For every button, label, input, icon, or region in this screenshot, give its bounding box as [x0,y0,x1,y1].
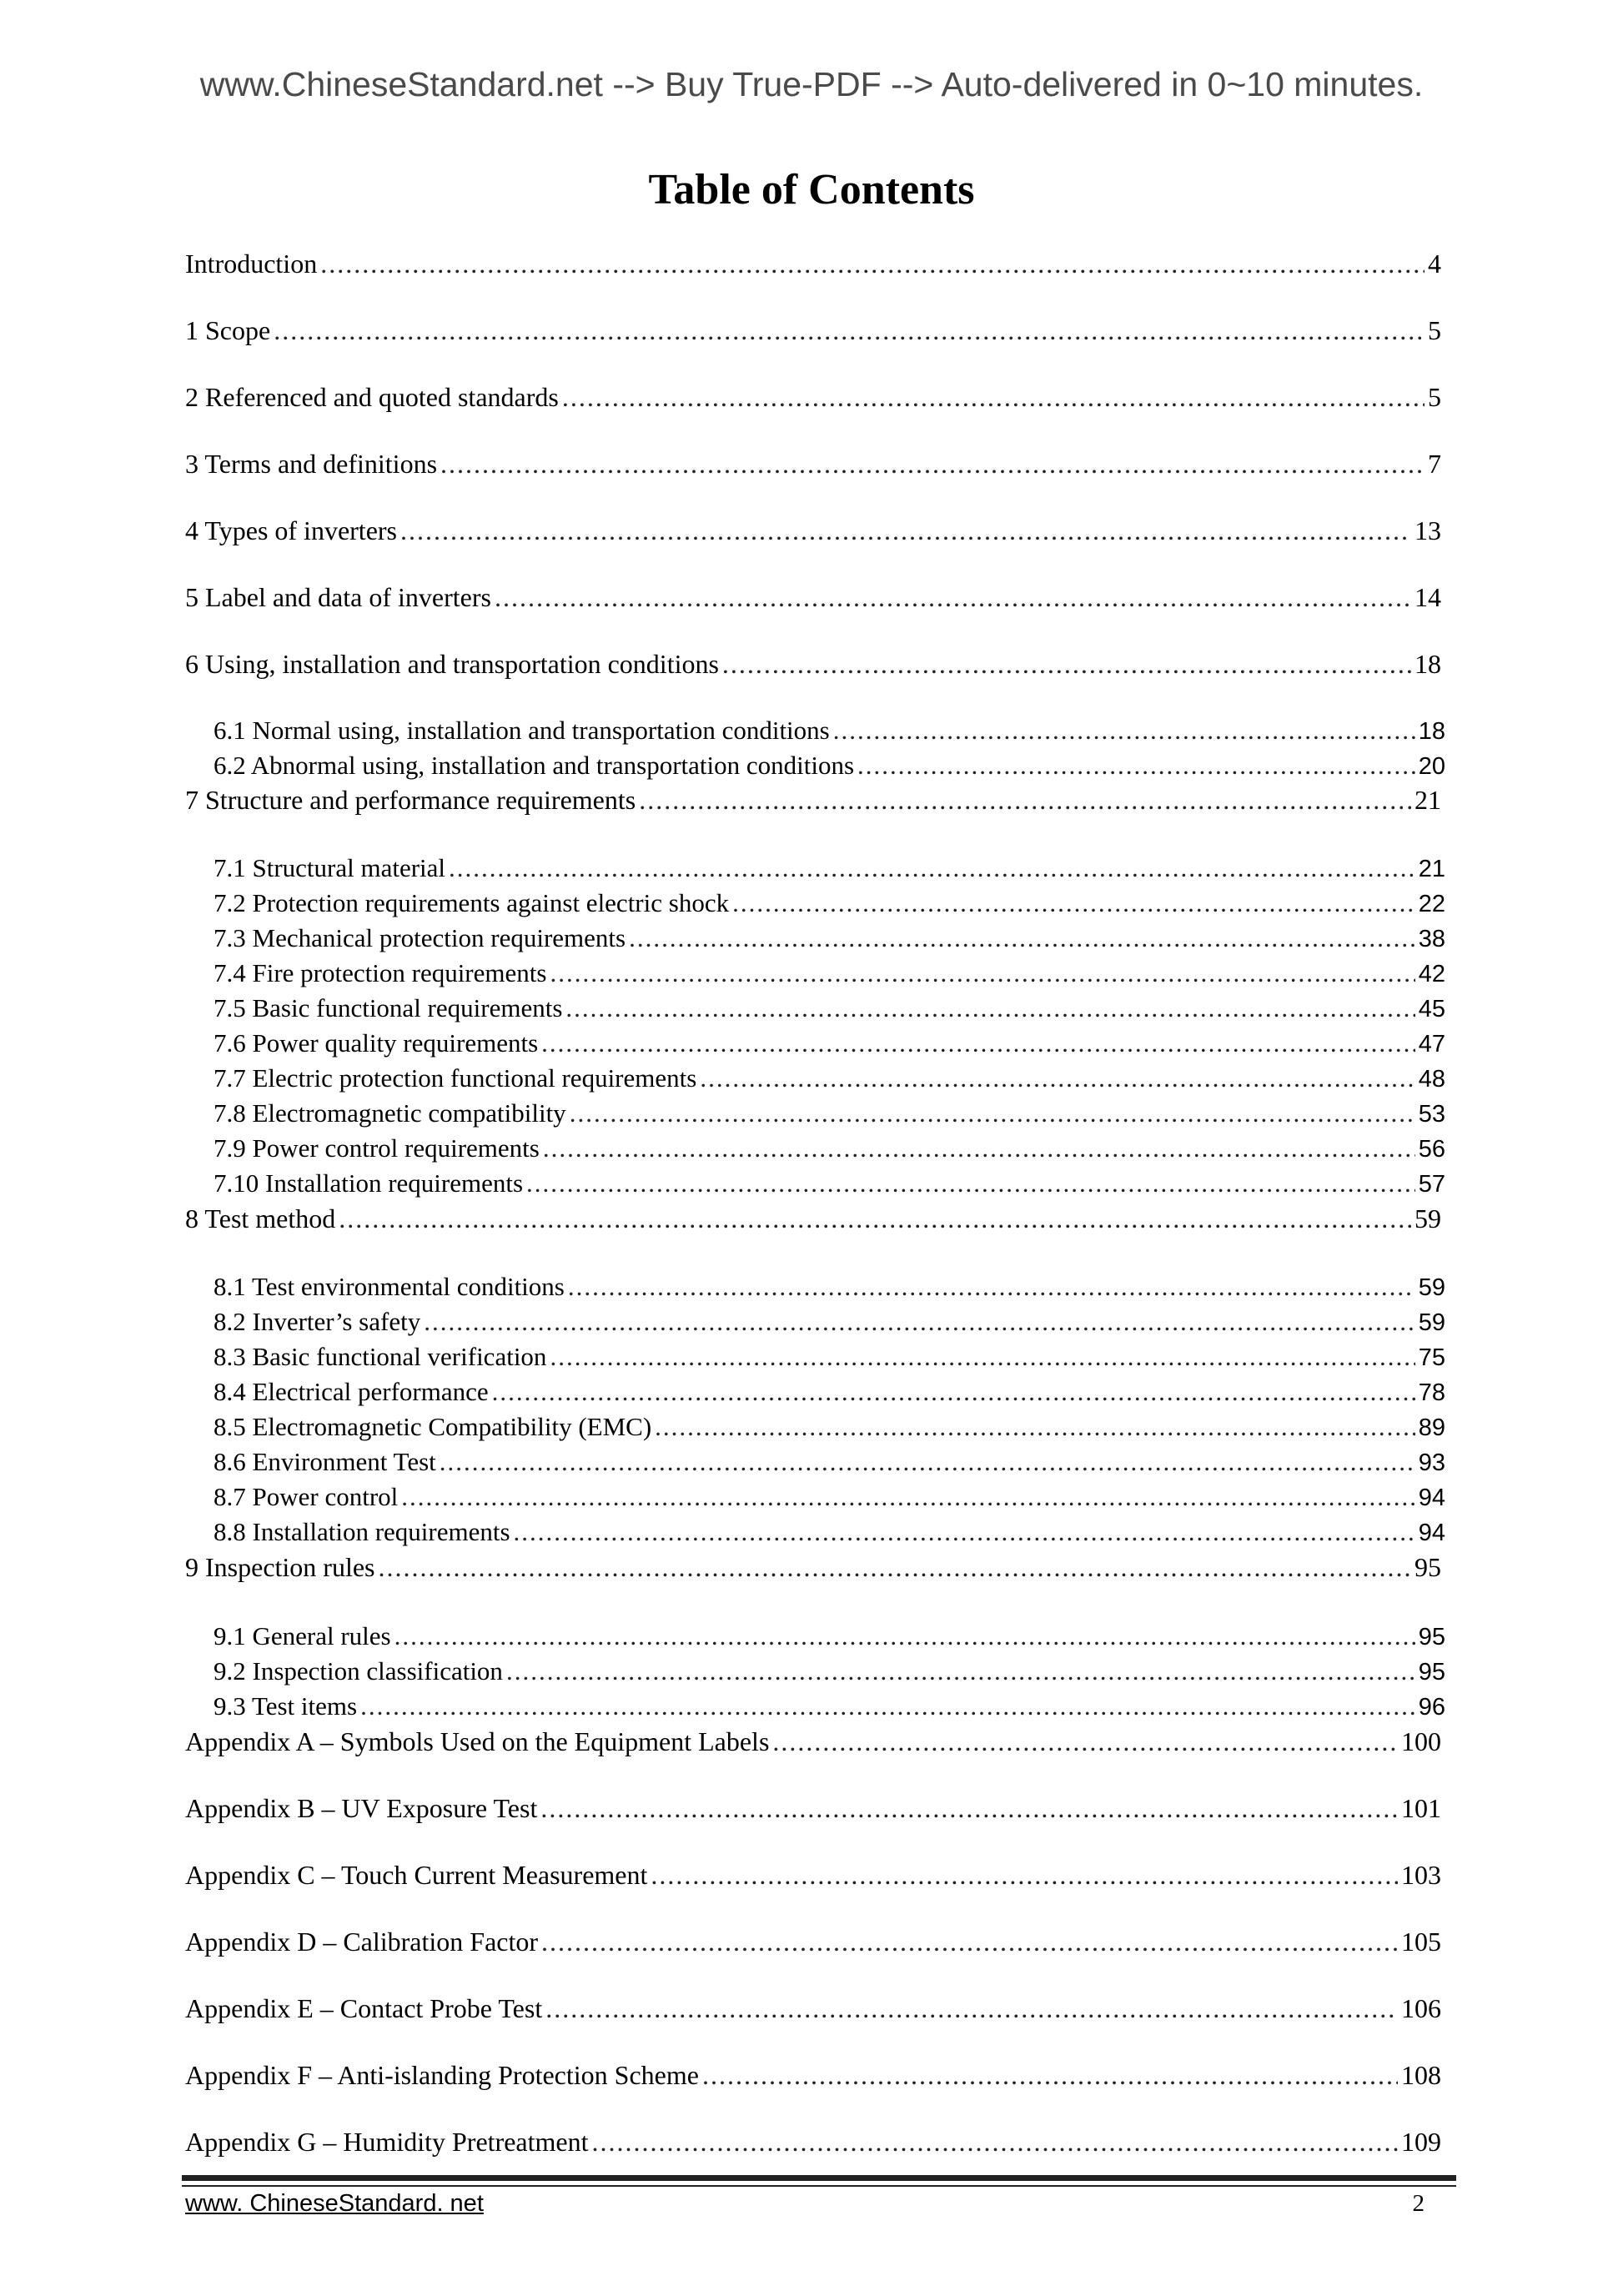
footer-rule-thick [182,2175,1456,2181]
toc-entry-page: 21 [1418,856,1445,882]
toc-entry-label: 6.1 Normal using, installation and transportation conditions [214,716,830,745]
toc-entry[interactable] [214,1379,1445,1405]
toc-entry-page: 5 [1428,315,1441,345]
toc-leader-dots [394,1623,1415,1649]
toc-entry[interactable] [214,1693,1445,1720]
toc-entry-page: 20 [1418,753,1445,780]
toc-entry-page: 42 [1418,961,1445,987]
toc-leader-dots [492,1379,1415,1404]
toc-entry-page: 95 [1414,1552,1441,1582]
toc-entry-page: 108 [1401,2060,1441,2090]
toc-entry-page: 93 [1418,1449,1445,1476]
toc-entry[interactable] [214,1065,1445,1092]
toc-entry[interactable] [214,1484,1445,1510]
toc-entry-page: 78 [1418,1379,1445,1406]
toc-leader-dots [526,1170,1415,1196]
toc-leader-dots [320,250,1425,277]
toc-entry-page: 57 [1418,1171,1445,1198]
toc-leader-dots [401,1484,1414,1510]
toc-leader-dots [400,517,1411,544]
toc-entry-label: 7.8 Electromagnetic compatibility [214,1098,566,1128]
toc-entry-label: Appendix C – Touch Current Measurement [185,1860,648,1890]
toc-entry[interactable] [185,384,1441,410]
toc-entry-label: 7.4 Fire protection requirements [214,958,547,987]
toc-leader-dots [449,855,1415,881]
toc-entry-label: Appendix B – UV Exposure Test [185,1793,538,1823]
toc-entry-label: 8.2 Inverter’s safety [214,1307,421,1336]
toc-entry-label: 2 Referenced and quoted standards [185,382,559,412]
toc-entry-page: 5 [1428,382,1441,412]
toc-entry-page: 56 [1418,1136,1445,1163]
toc-entry-page: 38 [1418,926,1445,952]
toc-entry-page: 48 [1418,1066,1445,1093]
toc-entry-label: 7.1 Structural material [214,853,446,882]
toc-entry-label: 7.2 Protection requirements against electric shock [214,888,730,917]
toc-entry[interactable] [185,1554,1441,1580]
toc-entry-page: 95 [1418,1624,1445,1650]
toc-leader-dots [722,651,1411,677]
toc-entry-page: 106 [1401,1993,1441,2023]
toc-entry[interactable] [214,1449,1445,1475]
toc-entry-label: 3 Terms and definitions [185,449,438,479]
toc-entry-page: 14 [1414,582,1441,612]
toc-entry-page: 103 [1401,1860,1441,1890]
toc-entry[interactable] [214,925,1445,952]
toc-leader-dots [639,786,1411,813]
toc-entry-page: 59 [1418,1309,1445,1336]
toc-entry-label: 7.5 Basic functional requirements [214,993,563,1022]
toc-entry[interactable] [185,786,1441,813]
toc-entry[interactable] [185,250,1441,277]
toc-entry-page: 13 [1414,515,1441,545]
toc-entry-page: 105 [1401,1927,1441,1957]
toc-leader-dots [700,1065,1414,1091]
toc-entry-page: 45 [1418,996,1445,1022]
toc-entry-label: Appendix E – Contact Probe Test [185,1993,543,2023]
toc-entry-label: 7.6 Power quality requirements [214,1028,539,1058]
toc-entry[interactable] [185,1995,1441,2022]
toc-entry-page: 21 [1414,785,1441,815]
toc-entry-label: Appendix F – Anti-islanding Protection Scheme [185,2060,699,2090]
toc-entry[interactable] [185,1861,1441,1888]
toc-entry-label: 7.7 Electric protection functional requirements [214,1063,697,1093]
toc-entry[interactable] [185,584,1441,610]
toc-leader-dots [857,752,1415,778]
toc-entry-label: 1 Scope [185,315,271,345]
toc-entry-page: 59 [1414,1203,1441,1233]
header-banner: www.ChineseStandard.net --> Buy True-PDF --> Auto-delivered in 0~10 minutes. [199,65,1424,103]
toc-leader-dots [379,1554,1412,1580]
toc-leader-dots [424,1309,1415,1334]
toc-entry-label: 7.9 Power control requirements [214,1133,540,1163]
toc-entry-page: 75 [1418,1344,1445,1371]
toc-leader-dots [541,1928,1398,1955]
toc-entry[interactable] [214,1170,1445,1197]
toc-leader-dots [732,890,1415,916]
toc-entry[interactable] [214,995,1445,1022]
toc-entry-label: 8.4 Electrical performance [214,1377,489,1406]
toc-leader-dots [570,1100,1415,1126]
toc-entry-label: 9.3 Test items [214,1691,358,1721]
toc-entry[interactable] [185,2128,1441,2155]
toc-leader-dots [540,1795,1398,1821]
toc-entry-label: 9.2 Inspection classification [214,1656,503,1686]
toc-entry-page: 47 [1418,1031,1445,1058]
toc-entry[interactable] [214,1274,1445,1300]
toc-leader-dots [550,960,1414,986]
toc-entry-page: 22 [1418,891,1445,917]
toc-leader-dots [495,584,1411,610]
footer-rule-thin [182,2185,1456,2187]
toc-entry-page: 109 [1401,2127,1441,2157]
toc-entry[interactable] [214,1658,1445,1685]
toc-leader-dots [339,1205,1411,1232]
toc-entry-label: 8.1 Test environmental conditions [214,1272,565,1301]
toc-entry-label: 8.5 Electromagnetic Compatibility (EMC) [214,1412,652,1441]
toc-entry[interactable] [214,1623,1445,1650]
toc-entry-label: 6.2 Abnormal using, installation and transportation conditions [214,751,855,780]
toc-entry-label: 7.3 Mechanical protection requirements [214,923,626,952]
toc-entry[interactable] [185,1728,1441,1755]
toc-entry[interactable] [185,450,1441,477]
toc-entry-page: 94 [1418,1520,1445,1546]
toc-entry-page: 4 [1428,249,1441,279]
toc-entry-label: 7 Structure and performance requirements [185,785,636,815]
toc-entry-label: 8.6 Environment Test [214,1447,436,1476]
toc-entry-label: 9 Inspection rules [185,1552,375,1582]
toc-entry-label: Appendix A – Symbols Used on the Equipment Labels [185,1726,770,1756]
page-number: 2 [1412,2190,1425,2217]
toc-entry[interactable] [214,1030,1445,1057]
toc-entry[interactable] [214,717,1445,744]
toc-entry-page: 96 [1418,1694,1445,1721]
toc-entry-label: 4 Types of inverters [185,515,397,545]
toc-entry[interactable] [185,1928,1441,1955]
toc-entry-label: 5 Label and data of inverters [185,582,491,612]
toc-entry-label: Appendix D – Calibration Factor [185,1927,539,1957]
toc-leader-dots [545,1995,1398,2022]
page-title: Table of Contents [648,166,975,214]
toc-entry[interactable] [214,1414,1445,1440]
toc-entry-label: 9.1 General rules [214,1621,391,1650]
toc-entry-label: 6 Using, installation and transportation conditions [185,649,719,679]
toc-leader-dots [440,450,1425,477]
toc-entry-page: 100 [1401,1726,1441,1756]
toc-entry-page: 95 [1418,1659,1445,1686]
toc-leader-dots [565,995,1414,1021]
toc-entry[interactable] [214,752,1445,779]
toc-entry[interactable] [214,1135,1445,1162]
toc-leader-dots [360,1693,1415,1719]
toc-leader-dots [772,1728,1398,1755]
toc-entry[interactable] [214,1309,1445,1335]
toc-entry[interactable] [185,1795,1441,1821]
toc-entry-label: 8.8 Installation requirements [214,1517,510,1546]
toc-entry[interactable] [214,1100,1445,1127]
toc-entry-label: 7.10 Installation requirements [214,1168,524,1198]
toc-entry[interactable] [185,1205,1441,1232]
toc-leader-dots [833,717,1415,743]
toc-entry[interactable] [185,2062,1441,2088]
toc-leader-dots [514,1519,1415,1545]
toc-leader-dots [629,925,1415,951]
toc-entry[interactable] [185,651,1441,677]
toc-entry[interactable] [214,1519,1445,1545]
toc-leader-dots [543,1135,1415,1161]
toc-entry-label: Appendix G – Humidity Pretreatment [185,2127,589,2157]
toc-entry-label: 8.7 Power control [214,1482,399,1511]
toc-entry-label: Introduction [185,249,318,279]
toc-entry-page: 7 [1428,449,1441,479]
toc-leader-dots [541,1030,1415,1056]
toc-entry-page: 53 [1418,1101,1445,1128]
toc-entry-label: 8 Test method [185,1203,336,1233]
toc-leader-dots [651,1861,1398,1888]
toc-entry[interactable] [214,960,1445,987]
toc-entry-label: 8.3 Basic functional verification [214,1342,547,1371]
footer-website-link[interactable]: www. ChineseStandard. net [185,2190,484,2217]
toc-entry[interactable] [185,317,1441,344]
toc-entry-page: 59 [1418,1274,1445,1301]
toc-leader-dots [562,384,1425,410]
toc-entry[interactable] [185,517,1441,544]
toc-entry-page: 18 [1418,718,1445,745]
toc-leader-dots [591,2128,1398,2155]
toc-leader-dots [702,2062,1398,2088]
toc-leader-dots [506,1658,1415,1684]
toc-entry-page: 101 [1401,1793,1441,1823]
toc-leader-dots [568,1274,1415,1299]
toc-entry[interactable] [214,1344,1445,1370]
toc-entry[interactable] [214,890,1445,917]
toc-entry-page: 89 [1418,1414,1445,1441]
toc-leader-dots [655,1414,1415,1439]
toc-entry-page: 94 [1418,1485,1445,1511]
toc-entry-page: 18 [1414,649,1441,679]
toc-leader-dots [440,1449,1415,1475]
toc-entry[interactable] [214,855,1445,882]
toc-leader-dots [550,1344,1414,1369]
toc-leader-dots [274,317,1425,344]
